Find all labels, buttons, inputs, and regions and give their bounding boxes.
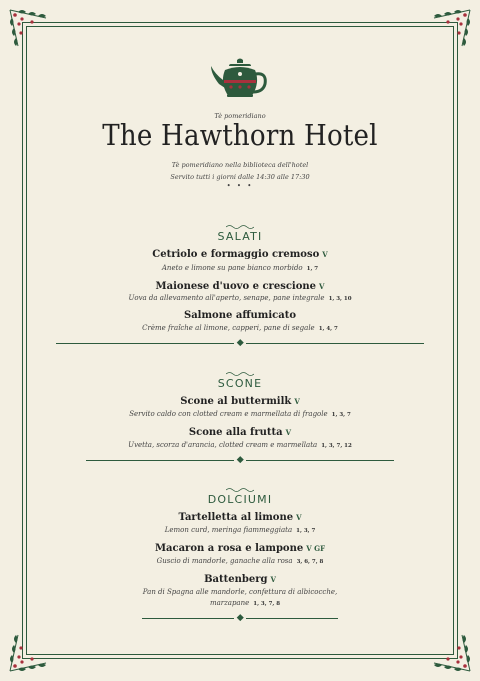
dietary-tag: V	[294, 397, 300, 406]
menu-item-description: Aneto e limone su pane bianco morbido 1, 7	[161, 264, 319, 272]
menu-item-name: Scone alla frutta V	[188, 427, 292, 438]
service-hours: Servito tutti i giorni dalle 14:30 alle 17:30	[170, 173, 310, 181]
menu-item-name: Tartelletta al limone V	[178, 512, 302, 523]
menu-item-name: Salmone affumicato	[183, 310, 297, 321]
allergen-codes: 1, 4, 7	[318, 326, 338, 332]
header-subtitle: Tè pomeridiano nella biblioteca dell'hotel	[171, 161, 309, 169]
header-tagline: Tè pomeridiano	[214, 112, 266, 120]
menu-item-description: Uvetta, scorza d'arancia, clotted cream e marmellata 1, 3, 7, 12	[128, 441, 352, 449]
menu-item-description: Uova da allevamento all'aperto, senape, pane integrale 1, 3, 10	[128, 294, 352, 302]
section-title-dolciumi: DOLCIUMI	[207, 493, 273, 506]
dietary-tag: V	[322, 250, 328, 259]
allergen-codes: 1, 3, 7, 12	[321, 443, 352, 449]
menu-item-name: Macaron a rosa e lampone V GF	[154, 543, 326, 554]
menu-item-description: Pan di Spagna alle mandorle, confettura di albicocche,	[142, 588, 338, 596]
menu-item-name: Scone al buttermilk V	[180, 396, 300, 407]
dietary-tag: V	[296, 513, 302, 522]
dietary-tag: V	[319, 282, 325, 291]
dietary-tag: V	[285, 428, 292, 437]
allergen-codes: 1, 3, 7, 8	[253, 601, 281, 607]
section-title-scone: SCONE	[217, 377, 263, 390]
section-divider	[56, 338, 424, 348]
dietary-tag: V GF	[306, 544, 326, 553]
menu-item-description-continued: marzapane 1, 3, 7, 8	[209, 599, 281, 607]
section-divider	[142, 613, 338, 623]
section-title-salati: SALATI	[217, 230, 263, 243]
allergen-codes: 1, 3, 7	[296, 528, 316, 534]
dietary-tag: V	[270, 575, 276, 584]
hotel-title: The Hawthorn Hotel	[102, 118, 378, 152]
menu-item-description: Servito caldo con clotted cream e marmellata di fragole 1, 3, 7	[129, 410, 351, 418]
menu-item-name: Maionese d'uovo e crescione V	[155, 281, 325, 292]
menu-item-description: Crème fraîche al limone, capperi, pane di segale 1, 4, 7	[142, 324, 338, 332]
allergen-codes: 1, 7	[306, 266, 319, 272]
section-divider	[86, 455, 394, 465]
allergen-codes: 1, 3, 7	[331, 412, 351, 418]
allergen-codes: 3, 6, 7, 8	[296, 559, 324, 565]
menu-item-name: Cetriolo e formaggio cremoso V	[152, 249, 328, 260]
teapot-icon	[209, 56, 271, 104]
allergen-codes: 1, 3, 10	[328, 296, 352, 302]
header-dots: • • •	[226, 182, 254, 190]
menu-item-name: Battenberg V	[204, 574, 276, 585]
menu-item-description: Guscio di mandorle, ganache alla rosa 3, 6, 7, 8	[156, 557, 324, 565]
menu-item-description: Lemon curd, meringa fiammeggiata 1, 3, 7	[164, 526, 316, 534]
